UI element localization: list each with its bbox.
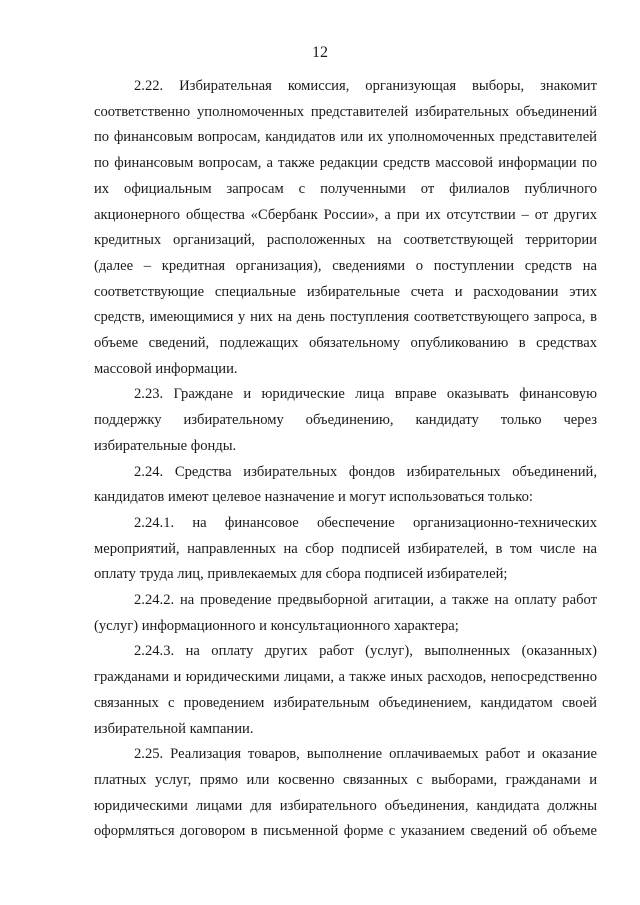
page-number: 12	[312, 44, 328, 61]
paragraph-2-24: 2.24. Средства избирательных фондов избирательных объединений, кандидатов имеют целевое назначение и могут использоваться только:	[94, 463, 597, 506]
paragraph-2-25: 2.25. Реализация товаров, выполнение оплачиваемых работ и оказание платных услуг, прямо или косвенно связанных с выборами, гражданами и юридическими лицами для избирательного объединения, кандидата должны оформляться договором в письменной форме с указанием сведений об объеме	[94, 746, 597, 840]
paragraph-2-24-3: 2.24.3. на оплату других работ (услуг), выполненных (оказанных) гражданами и юридическими лицами, а также иных расходов, непосредственно связанных с проведением избирательным объединением, кандидатом своей избирательной кампании.	[94, 643, 597, 737]
document-body	[94, 74, 597, 845]
paragraph-2-22: 2.22. Избирательная комиссия, организующая выборы, знакомит соответственно уполномоченных представителей избирательных объединений по финансовым вопросам, кандидатов или их уполномоченных представителей по финансовым вопросам, а также редакции средств массовой информации по их официальным запросам с полученными от филиалов публичного акционерного общества «Сбербанк России», а при их отсутствии – от других кредитных организаций, расположенных на соответствующей территории (далее – кредитная организация), сведениями о поступлении средств на соответствующие специальные избирательные счета и расходовании этих средств, имеющимися у них на день поступления соответствующего запроса, в объеме сведений, подлежащих обязательному опубликованию в средствах массовой информации.	[94, 78, 597, 377]
paragraph-2-24-2: 2.24.2. на проведение предвыборной агитации, а также на оплату работ (услуг) информационного и консультационного характера;	[94, 592, 597, 634]
paragraph-2-23: 2.23. Граждане и юридические лица вправе оказывать финансовую поддержку избирательному объединению, кандидату только через избирательные фонды.	[94, 386, 597, 454]
paragraph-2-24-1: 2.24.1. на финансовое обеспечение организационно-технических мероприятий, направленных на сбор подписей избирателей, в том числе на оплату труда лиц, привлекаемых для сбора подписей избирателей;	[94, 514, 597, 583]
